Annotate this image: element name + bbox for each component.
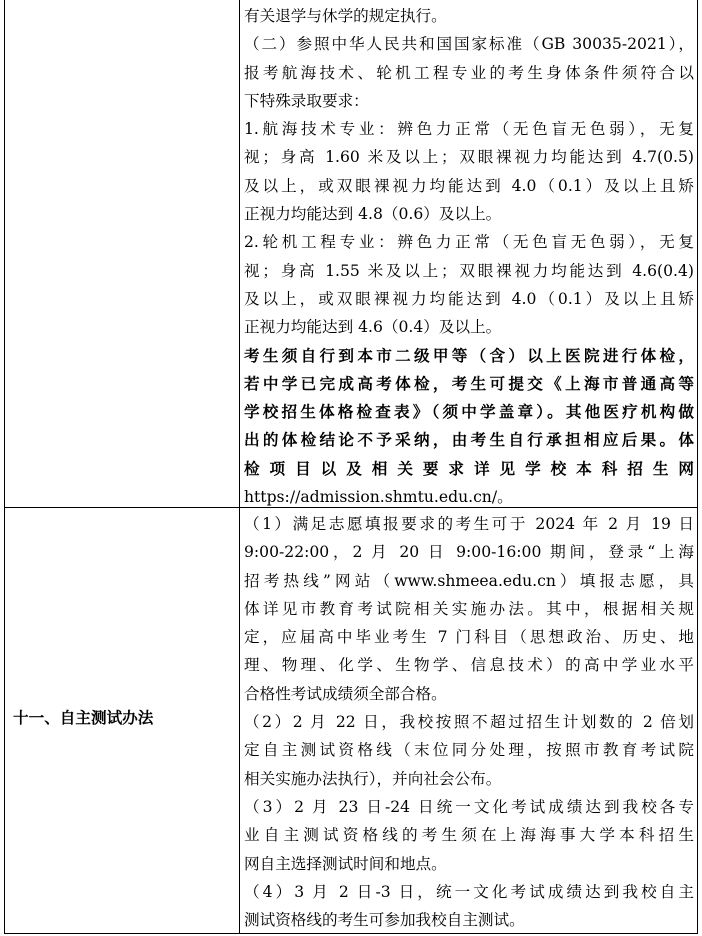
bold-text-line: 检项目以及相关要求详见学校本科招生网 — [244, 458, 694, 478]
text-line: 2.轮机工程专业：辨色力正常（无色盲无色弱），无复 — [244, 233, 694, 252]
row2-label: 十一、自主测试办法 — [13, 709, 154, 727]
text-line: 视；身高 1.60 米及以上；双眼裸视力均能达到 4.7(0.5) — [244, 148, 694, 167]
bold-text-line: 若中学已完成高考体检，考生可提交《上海市普通高等 — [244, 373, 694, 393]
text-line: （二）参照中华人民共和国国家标准（GB 30035-2021）， — [244, 35, 694, 54]
text-line: 有关退学与休学的规定执行。 — [244, 7, 447, 25]
row2-content-cell — [244, 510, 694, 934]
text-line: 定，应届高中毕业考生 7 门科目（思想政治、历史、地 — [244, 628, 694, 647]
bold-text-line: 考生须自行到本市二级甲等（含）以上医院进行体检， — [244, 345, 694, 365]
bold-text-line: 学校招生体格检查表》（须中学盖章）。其他医疗机构做 — [244, 402, 694, 422]
text-line: 测试资格线的考生可参加我校自主测试。 — [244, 911, 525, 930]
text-line: 理、物理、化学、生物学、信息技术）的高中学业水平 — [244, 656, 694, 675]
text-line: 合格性考试成绩须全部合格。 — [244, 684, 447, 703]
text-line: 下特殊录取要求： — [244, 91, 369, 110]
text-line: 业自主测试资格线的考生须在上海海事大学本科招生 — [244, 826, 694, 845]
text-line: 相关实施办法执行），并向社会公布。 — [244, 769, 502, 788]
document-table — [4, 0, 698, 934]
text-line: 网自主选择测试时间和地点。 — [244, 854, 447, 873]
text-line: 正视力均能达到 4.6（0.4）及以上。 — [244, 318, 502, 337]
text-line: 及以上，或双眼裸视力均能达到 4.0（0.1）及以上且矫 — [244, 289, 694, 308]
text-line: 正视力均能达到 4.8（0.6）及以上。 — [244, 205, 502, 224]
url-text-line: https://admission.shmtu.edu.cn/。 — [244, 488, 513, 507]
text-line: 报考航海技术、轮机工程专业的考生身体条件须符合以 — [244, 63, 694, 82]
row1-content-cell — [244, 2, 694, 511]
text-line: （4）3 月 2 日-3 日，统一文化考试成绩达到我校自主 — [244, 882, 694, 901]
text-line: 及以上，或双眼裸视力均能达到 4.0（0.1）及以上且矫 — [244, 176, 694, 195]
text-line: 体详见市教育考试院相关实施办法。其中，根据相关规 — [244, 599, 694, 618]
bold-text-line: 出的体检结论不予采纳，由考生自行承担相应后果。体 — [244, 430, 694, 450]
text-line: 招考热线”网站（www.shmeea.edu.cn）填报志愿，具 — [244, 571, 694, 590]
text-line: 视；身高 1.55 米及以上；双眼裸视力均能达到 4.6(0.4) — [244, 261, 694, 280]
text-line: （2）2 月 22 日，我校按照不超过招生计划数的 2 倍划 — [244, 713, 694, 732]
text-line: （3）2 月 23 日-24 日统一文化考试成绩达到我校各专 — [244, 797, 694, 816]
text-line: 1.航海技术专业：辨色力正常（无色盲无色弱），无复 — [244, 120, 694, 139]
text-line: （1）满足志愿填报要求的考生可于 2024 年 2 月 19 日 — [244, 515, 694, 533]
text-line: 9:00-22:00，2 月 20 日 9:00-16:00 期间，登录“上海 — [244, 543, 694, 562]
text-line: 定自主测试资格线（末位同分处理，按照市教育考试院 — [244, 741, 694, 760]
column-divider — [239, 0, 240, 933]
